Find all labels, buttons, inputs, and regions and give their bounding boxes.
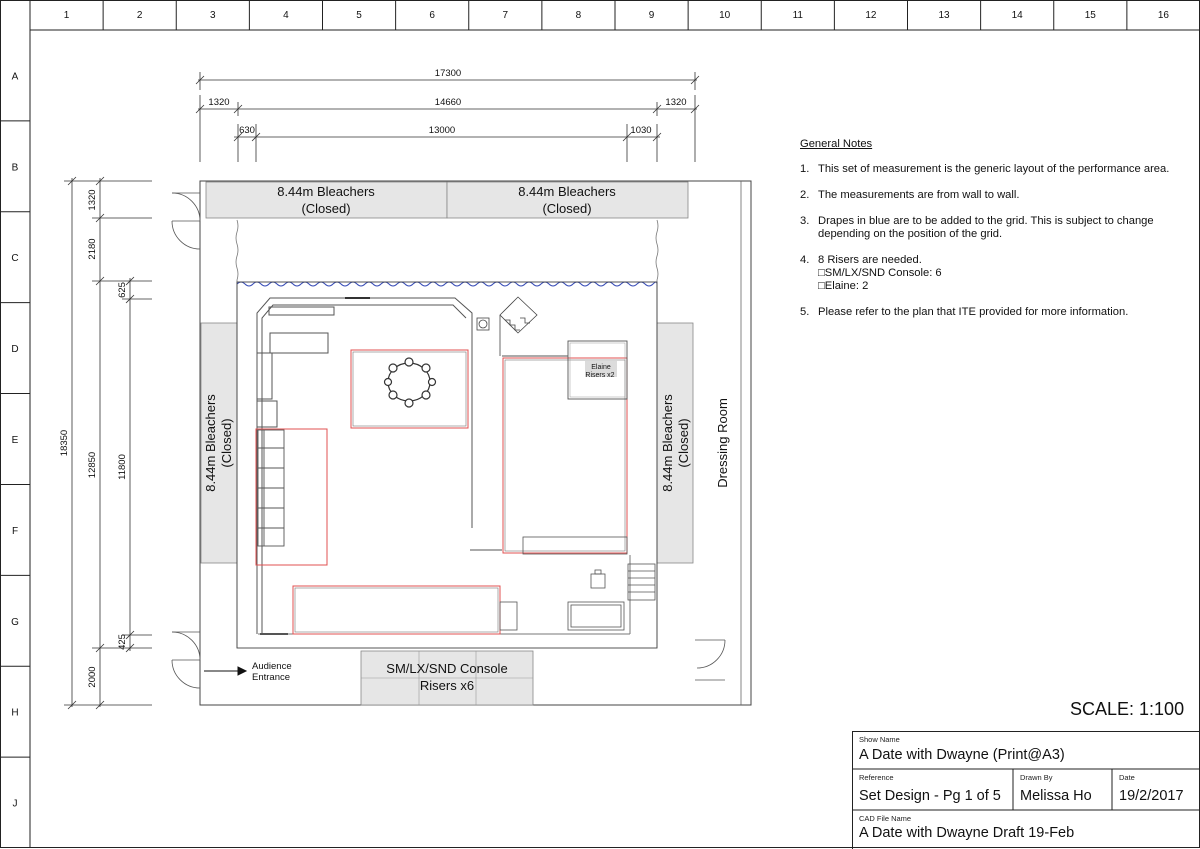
title-block-reference — [853, 770, 1014, 811]
dim-inner-left: 630 — [239, 125, 255, 136]
risers — [256, 350, 627, 634]
console-label-1: SM/LX/SND Console — [386, 661, 508, 676]
dim-left-f: 11800 — [117, 454, 128, 480]
stage-area — [237, 282, 657, 648]
dim-left-d: 2000 — [87, 666, 98, 688]
set-walls — [257, 298, 630, 634]
note-number: 2. — [800, 189, 810, 201]
row-label: J — [12, 798, 18, 810]
note-line: □Elaine: 2 — [818, 280, 869, 292]
top-dimensions — [196, 72, 699, 162]
column-label: 11 — [792, 10, 804, 21]
bleacher-top-left-label-1: 8.44m Bleachers — [277, 184, 375, 199]
note-number: 1. — [800, 163, 810, 175]
column-label: 8 — [575, 10, 582, 21]
row-label: C — [11, 253, 19, 265]
note-item — [800, 189, 1170, 202]
note-line: This set of measurement is the generic layout of the performance area. — [818, 163, 1170, 175]
note-line: 8 Risers are needed. — [818, 254, 922, 266]
note-item — [800, 163, 1170, 176]
dim-left-e: 625 — [117, 282, 128, 298]
dim-top-right: 1320 — [665, 97, 687, 108]
dim-left-overall: 18350 — [59, 429, 70, 457]
bleacher-left-label-1: 8.44m Bleachers — [203, 394, 218, 492]
column-label: 6 — [429, 10, 435, 21]
column-label: 9 — [648, 10, 655, 21]
date-label: Date — [1119, 773, 1135, 782]
bleacher-top-right-label-1: 8.44m Bleachers — [518, 184, 616, 199]
drawn-by-value: Melissa Ho — [1020, 788, 1092, 804]
note-line: The measurements are from wall to wall. — [818, 189, 1020, 201]
scale-label: SCALE: 1:100 — [1070, 699, 1185, 719]
title-block-show — [853, 732, 1200, 770]
column-label: 13 — [938, 10, 950, 21]
lamp-icon — [477, 318, 489, 330]
column-label: 10 — [719, 10, 731, 21]
bleacher-left-label-2: (Closed) — [219, 418, 234, 468]
note-line: Please refer to the plan that ITE provided for more information. — [818, 306, 1129, 318]
dim-left-c: 12850 — [87, 451, 98, 479]
title-block-cad — [853, 811, 1200, 849]
row-label: E — [11, 435, 19, 446]
staircase-top — [500, 297, 537, 356]
title-block-date — [1113, 770, 1200, 811]
door-left-top — [172, 193, 200, 249]
row-label: A — [11, 71, 19, 83]
reference-label: Reference — [859, 773, 894, 782]
column-label: 7 — [502, 10, 509, 21]
cad-file-name: A Date with Dwayne Draft 19-Feb — [859, 825, 1075, 841]
reference-value: Set Design - Pg 1 of 5 — [859, 788, 1001, 804]
elaine-label-2: Risers x2 — [585, 372, 615, 379]
console-label-2: Risers x6 — [419, 678, 475, 693]
column-label: 14 — [1011, 10, 1023, 21]
notes-title: General Notes — [800, 138, 873, 150]
note-text — [818, 306, 1170, 319]
title-block — [852, 731, 1200, 849]
note-number: 3. — [800, 215, 810, 227]
column-label: 12 — [865, 10, 877, 21]
note-text — [818, 254, 1170, 293]
show-name: A Date with Dwayne (Print@A3) — [859, 747, 1065, 763]
left-dimensions — [64, 177, 152, 709]
blue-drape — [237, 282, 657, 286]
show-name-label: Show Name — [859, 735, 900, 744]
row-label: B — [11, 162, 19, 174]
dim-top-overall: 17300 — [434, 68, 462, 79]
note-item — [800, 254, 1170, 293]
bleacher-right-label-2: (Closed) — [676, 418, 691, 468]
door-right — [695, 640, 725, 680]
dressing-room-label: Dressing Room — [715, 398, 730, 488]
note-item — [800, 215, 1170, 241]
dim-left-b: 2180 — [87, 238, 98, 260]
entrance-label-2: Entrance — [252, 672, 291, 683]
dim-left-g: 425 — [117, 634, 128, 650]
note-text — [818, 163, 1170, 176]
column-label: 1 — [63, 10, 70, 21]
row-label: D — [11, 344, 19, 356]
drawn-by-label: Drawn By — [1020, 773, 1053, 782]
entrance-arrow — [204, 667, 246, 675]
row-label: G — [11, 616, 19, 628]
general-notes — [800, 138, 1170, 332]
column-label: 2 — [136, 10, 143, 21]
bleacher-right-label-1: 8.44m Bleachers — [660, 394, 675, 492]
note-number: 5. — [800, 306, 810, 318]
row-grid — [0, 71, 30, 809]
dim-inner-middle: 13000 — [428, 125, 456, 136]
elaine-label-1: Elaine — [591, 364, 611, 371]
cad-file-label: CAD File Name — [859, 814, 912, 823]
column-label: 3 — [210, 10, 216, 21]
door-left-bottom — [172, 632, 200, 688]
note-text — [818, 189, 1170, 202]
note-text — [818, 215, 1170, 241]
date-value: 19/2/2017 — [1119, 788, 1184, 804]
entrance-label-1: Audience — [252, 661, 292, 672]
dim-top-middle: 14660 — [434, 97, 462, 108]
row-label: H — [11, 707, 19, 719]
column-label: 5 — [356, 10, 362, 21]
note-item — [800, 306, 1170, 319]
column-label: 16 — [1157, 10, 1169, 21]
dining-table — [385, 358, 436, 407]
title-block-drawn-by — [1014, 770, 1113, 811]
bleacher-top-left-label-2: (Closed) — [301, 201, 351, 216]
dim-inner-right: 1030 — [630, 125, 652, 136]
note-line: □SM/LX/SND Console: 6 — [818, 267, 942, 279]
note-line: Drapes in blue are to be added to the grid. This is subject to change depending on the position of the grid. — [818, 215, 1154, 240]
dim-top-left: 1320 — [208, 97, 230, 108]
note-number: 4. — [800, 254, 810, 266]
dim-left-a: 1320 — [87, 189, 98, 211]
column-grid — [64, 0, 1170, 30]
bleacher-top-right-label-2: (Closed) — [542, 201, 592, 216]
column-label: 4 — [283, 10, 289, 21]
row-label: F — [11, 525, 19, 537]
column-label: 15 — [1084, 10, 1096, 21]
